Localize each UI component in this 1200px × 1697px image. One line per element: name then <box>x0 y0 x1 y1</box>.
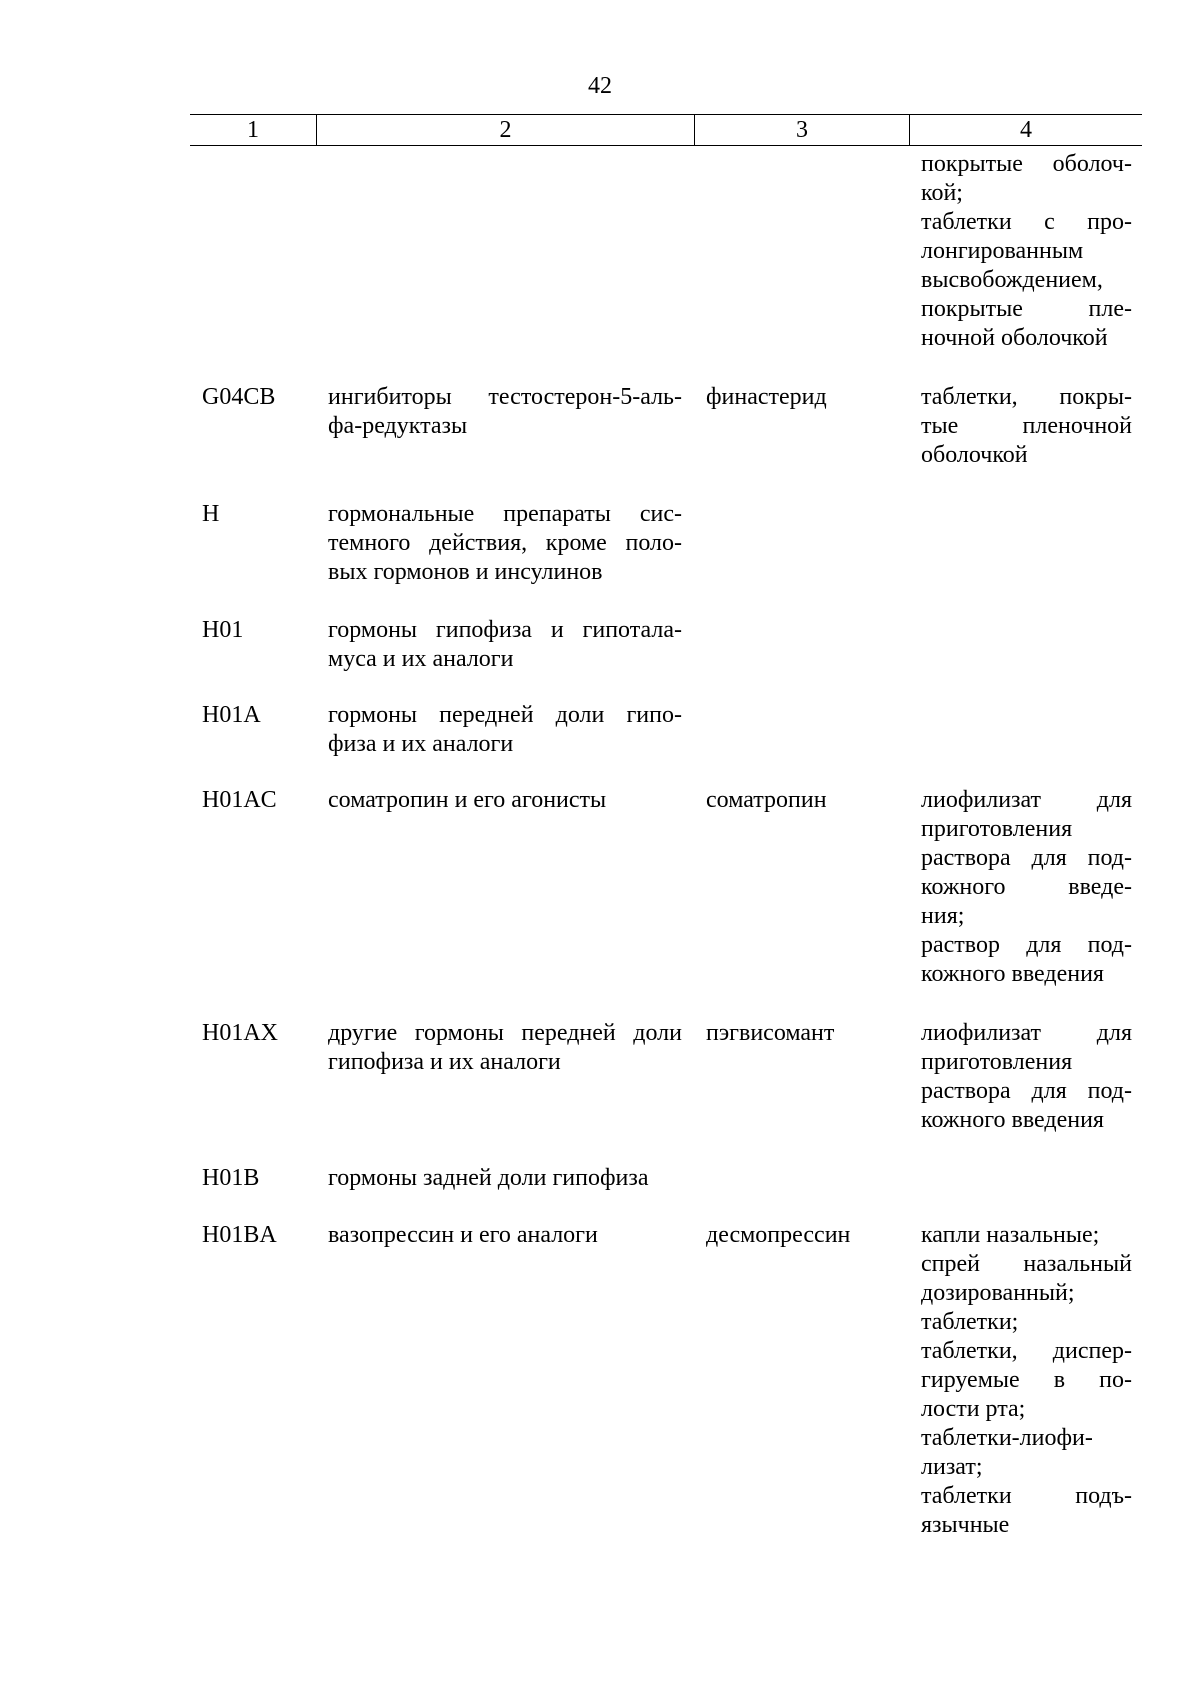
group-name-line: вазопрессин и его аналоги <box>328 1222 598 1248</box>
dosage-form-line: раствора для под- <box>921 845 1132 871</box>
group-name-line: фа-редуктазы <box>328 413 468 439</box>
dosage-form-line: лонгированным <box>921 238 1084 264</box>
dosage-form-line: таблетки-лиофи- <box>921 1425 1093 1451</box>
group-name-line: ингибиторы тестостерон-5-аль- <box>328 384 682 410</box>
dosage-form-line: лиофилизат для <box>921 1020 1132 1046</box>
atc-code: H01A <box>202 702 261 728</box>
group-name-line: гормоны гипофиза и гипотала- <box>328 617 682 643</box>
dosage-form-line: раствора для под- <box>921 1078 1132 1104</box>
atc-code: H01 <box>202 617 244 643</box>
table-body <box>190 150 1142 1540</box>
dosage-form-line: кожного введения <box>921 961 1104 987</box>
atc-code: H01AC <box>202 787 277 813</box>
group-name-line: другие гормоны передней доли <box>328 1020 682 1046</box>
table-row <box>190 500 1142 587</box>
dosage-form-line: ния; <box>921 903 965 929</box>
group-name-line: вых гормонов и инсулинов <box>328 559 603 585</box>
dosage-form-line: кой; <box>921 180 963 206</box>
dosage-forms <box>909 500 1142 587</box>
dosage-form-line: приготовления <box>921 1049 1073 1075</box>
table-row <box>190 1019 1142 1135</box>
anatomical-therapeutic-group <box>316 150 694 353</box>
drug-name <box>694 500 909 587</box>
dosage-form-line: покрытые оболоч- <box>921 151 1132 177</box>
group-name-line: гипофиза и их аналоги <box>328 1049 561 1075</box>
anatomical-therapeutic-group <box>316 1019 694 1135</box>
anatomical-therapeutic-group <box>316 383 694 470</box>
group-name-line: физа и их аналоги <box>328 731 514 757</box>
column-header-2: 2 <box>316 115 694 145</box>
table-row <box>190 383 1142 470</box>
dosage-form-line: гируемые в по- <box>921 1367 1132 1393</box>
dosage-form-line: покрытые пле- <box>921 296 1132 322</box>
dosage-form-line: кожного введе- <box>921 874 1132 900</box>
group-name-line: муса и их аналоги <box>328 646 514 672</box>
drug-name <box>694 1164 909 1193</box>
dosage-form-line: тые пленочной <box>921 413 1132 439</box>
drug-name <box>694 701 909 759</box>
atc-code: G04CB <box>202 384 276 410</box>
dosage-form-line: лиофилизат для <box>921 787 1132 813</box>
dosage-form-line: капли назальные; <box>921 1222 1100 1248</box>
group-name-line: гормоны задней доли гипофиза <box>328 1165 649 1191</box>
table-row <box>190 701 1142 759</box>
dosage-form-line: таблетки, покры- <box>921 384 1132 410</box>
dosage-form-line: спрей назальный <box>921 1251 1132 1277</box>
dosage-form-line: высвобождением, <box>921 267 1103 293</box>
group-name-line: гормоны передней доли гипо- <box>328 702 682 728</box>
dosage-form-line: оболочкой <box>921 442 1028 468</box>
dosage-form-line: язычные <box>921 1512 1010 1538</box>
dosage-form-line: ночной оболочкой <box>921 325 1108 351</box>
dosage-forms <box>909 383 1142 470</box>
dosage-form-line: раствор для под- <box>921 932 1132 958</box>
dosage-forms <box>909 150 1142 353</box>
table-row <box>190 1164 1142 1193</box>
dosage-forms <box>909 1019 1142 1135</box>
drug-name <box>694 150 909 353</box>
group-name-line: темного действия, кроме поло- <box>328 530 682 556</box>
drug-name: десмопрессин <box>706 1222 851 1248</box>
column-header-3: 3 <box>694 115 909 145</box>
anatomical-therapeutic-group <box>316 1221 694 1540</box>
column-header-4: 4 <box>909 115 1142 145</box>
table-header <box>190 114 1142 146</box>
atc-code: H01BA <box>202 1222 277 1248</box>
table-row <box>190 786 1142 989</box>
atc-code: H01AX <box>202 1020 278 1046</box>
dosage-forms <box>909 1164 1142 1193</box>
table-row <box>190 616 1142 674</box>
dosage-form-line: лизат; <box>921 1454 983 1480</box>
table-row <box>190 150 1142 353</box>
drug-name: соматропин <box>706 787 827 813</box>
dosage-form-line: таблетки, диспер- <box>921 1338 1132 1364</box>
dosage-form-line: таблетки; <box>921 1309 1019 1335</box>
dosage-form-line: дозированный; <box>921 1280 1075 1306</box>
atc-code: H <box>202 501 220 527</box>
anatomical-therapeutic-group <box>316 1164 694 1193</box>
dosage-form-line: приготовления <box>921 816 1073 842</box>
group-name-line: гормональные препараты сис- <box>328 501 682 527</box>
dosage-form-line: таблетки подъ- <box>921 1483 1132 1509</box>
dosage-forms <box>909 786 1142 989</box>
dosage-form-line: кожного введения <box>921 1107 1104 1133</box>
table-row <box>190 1221 1142 1540</box>
group-name-line: соматропин и его агонисты <box>328 787 607 813</box>
anatomical-therapeutic-group <box>316 701 694 759</box>
anatomical-therapeutic-group <box>316 616 694 674</box>
column-header-1: 1 <box>247 116 259 143</box>
anatomical-therapeutic-group <box>316 786 694 989</box>
dosage-form-line: таблетки с про- <box>921 209 1132 235</box>
dosage-forms <box>909 616 1142 674</box>
drug-name: финастерид <box>706 384 827 410</box>
dosage-forms <box>909 1221 1142 1540</box>
drug-name: пэгвисомант <box>706 1020 835 1046</box>
atc-code <box>190 150 316 353</box>
dosage-forms <box>909 701 1142 759</box>
drug-name <box>694 616 909 674</box>
dosage-form-line: лости рта; <box>921 1396 1026 1422</box>
atc-code: H01B <box>202 1165 260 1191</box>
anatomical-therapeutic-group <box>316 500 694 587</box>
page-number: 42 <box>588 73 612 99</box>
